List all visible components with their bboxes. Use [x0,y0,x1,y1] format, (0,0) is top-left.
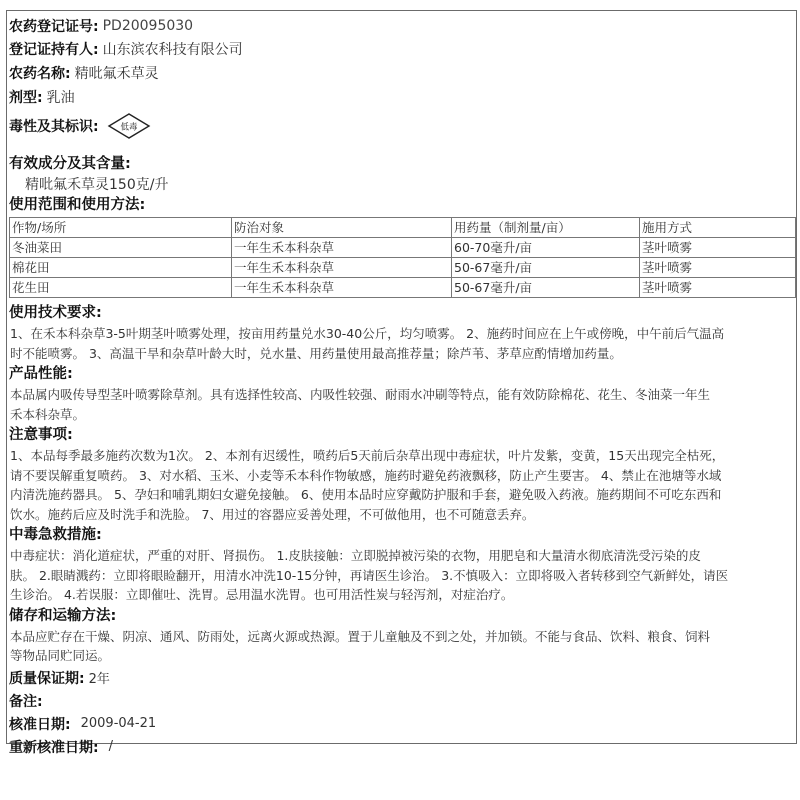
reapproval-date-row [9,736,794,758]
registration-number-label: 农药登记证号: [9,19,99,35]
cautions-line: 1、本品每季最多施药次数为1次。 2、本剂有迟缓性，喷药后5天前后杂草出现中毒症状，叶片发紫，变黄，15天出现完全枯死， [10,448,725,463]
cautions-line: 内清洗施药器具。 5、孕妇和哺乳期妇女避免接触。 6、使用本品时应穿戴防护服和手套，避免吸入药液。施药期间不可吃东西和 [10,487,722,502]
ingredient-value: 精吡氟禾草灵150克/升 [25,177,169,193]
usage-cell: 棉花田 [10,258,232,278]
usage-cell: 冬油菜田 [10,238,232,258]
performance-heading: 产品性能: [9,366,73,382]
warranty-value: 2年 [88,672,110,687]
holder-label: 登记证持有人: [9,42,99,58]
holder-value: 山东滨农科技有限公司 [102,42,243,58]
approval-date-label: 核准日期: [9,716,71,733]
usage-cell: 60-70毫升/亩 [452,238,640,258]
registration-number-value: PD20095030 [102,18,194,34]
usage-cell: 茎叶喷雾 [640,258,796,278]
cautions-heading: 注意事项: [9,427,73,443]
usage-cell: 一年生禾本科杂草 [232,238,452,258]
usage-cell: 一年生禾本科杂草 [232,258,452,278]
ingredient-heading: 有效成分及其含量: [9,156,131,172]
holder-row [9,37,794,61]
usage-table-header-row [10,218,796,238]
approval-date-row [9,712,794,736]
registration-number-row [9,15,794,37]
firstaid-line: 生诊治。 4.若误服：立即催吐、洗胃。忌用温水洗胃。也可用活性炭与轻泻剂，对症治疗。 [10,587,514,602]
table-row [10,278,796,298]
firstaid-line: 中毒症状：消化道症状，严重的对肝、肾损伤。 1.皮肤接触：立即脱掉被污染的衣物，用肥皂和大量清水彻底清洗受污染的皮 [10,548,701,563]
performance-line: 本品属内吸传导型茎叶喷雾除草剂。具有选择性较高、内吸性较强、耐雨水冲刷等特点，能有效防除棉花、花生、冬油菜一年生 [10,387,711,402]
pesticide-name-value: 精吡氟禾草灵 [74,66,159,82]
toxicity-label: 毒性及其标识: [9,119,99,135]
toxicity-row [9,109,794,143]
usage-table [9,217,796,298]
remarks-row [9,690,794,712]
approval-date-value: 2009-04-21 [80,716,157,731]
remarks-label: 备注: [9,693,43,710]
formulation-value: 乳油 [46,90,75,106]
formulation-row [9,85,794,109]
storage-line: 等物品同贮同运。 [10,648,111,663]
warranty-row [9,666,794,690]
formulation-label: 剂型: [9,90,43,106]
usage-cell: 花生田 [10,278,232,298]
performance-line: 禾本科杂草。 [10,406,86,422]
usage-cell: 50-67毫升/亩 [452,258,640,278]
low-toxicity-diamond-icon [107,112,151,140]
usage-cell: 茎叶喷雾 [640,238,796,258]
usage-col-method: 施用方式 [640,218,796,238]
cautions-text [9,446,794,524]
pesticide-name-row [9,61,794,85]
cautions-line: 请不要误解重复喷药。 3、对水稻、玉米、小麦等禾本科作物敏感，施药时避免药液飘移，防止产生要害。 4、禁止在池塘等水域 [10,467,722,483]
storage-text [9,627,794,666]
firstaid-text [9,546,794,605]
reapproval-date-value: / [108,739,113,754]
warranty-label: 质量保证期: [9,670,85,687]
technique-heading: 使用技术要求: [9,305,102,321]
toxicity-badge-text: 低毒 [120,122,138,133]
registration-sheet [6,10,797,756]
cautions-line: 饮水。施药后应及时洗手和洗脸。 7、用过的容器应妥善处理，不可做他用，也不可随意丢弃。 [10,506,535,522]
storage-line: 本品应贮存在干燥、阴凉、通风、防雨处，远离火源或热源。置于儿童触及不到之处，并加锁。不能与食品、饮料、粮食、饲料 [10,628,711,644]
usage-cell: 50-67毫升/亩 [452,278,640,298]
table-row [10,238,796,258]
firstaid-heading: 中毒急救措施: [9,527,102,543]
usage-heading: 使用范围和使用方法: [9,197,146,213]
reapproval-date-label: 重新核准日期: [9,739,99,756]
technique-line: 1、在禾本科杂草3-5叶期茎叶喷雾处理，按亩用药量兑水30-40公斤，均匀喷雾。 2、施药时间应在上午或傍晚，中午前后气温高 [10,326,725,341]
storage-heading: 储存和运输方法: [9,607,117,624]
technique-text [9,324,794,363]
technique-line: 时不能喷雾。 3、高温干旱和杂草叶龄大时，兑水量、用药量使用最高推荐量；除芦苇、茅草应酌情增加药量。 [10,345,622,361]
usage-col-target: 防治对象 [232,218,452,238]
pesticide-name-label: 农药名称: [9,66,71,82]
firstaid-line: 肤。 2.眼睛溅药：立即将眼睑翻开，用清水冲洗10-15分钟，再请医生诊治。 3.不慎吸入：立即将吸入者转移到空气新鲜处，请医 [10,567,729,583]
usage-col-dosage: 用药量（制剂量/亩） [452,218,640,238]
performance-text [9,385,794,424]
usage-col-crop: 作物/场所 [10,218,232,238]
usage-cell: 茎叶喷雾 [640,278,796,298]
usage-cell: 一年生禾本科杂草 [232,278,452,298]
table-row [10,258,796,278]
